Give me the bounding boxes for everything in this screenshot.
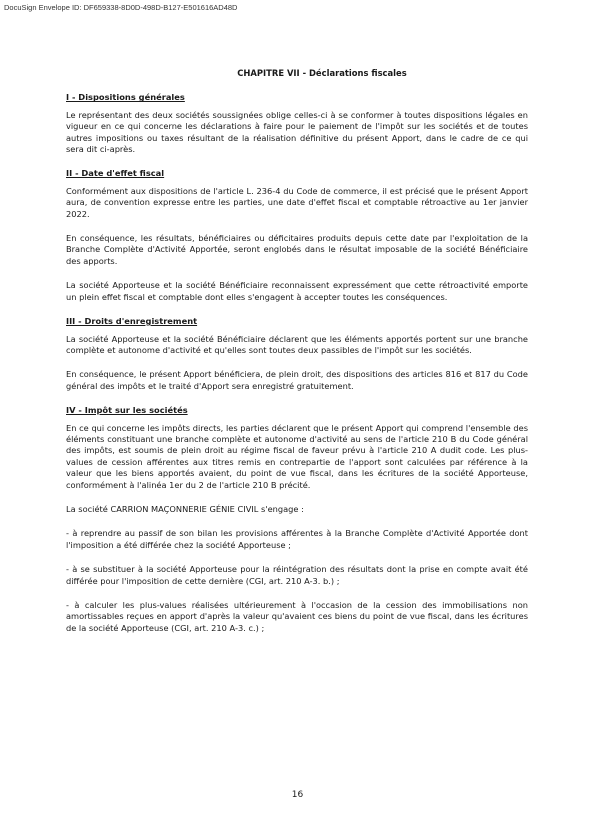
section-tax-effective-date — [66, 168, 528, 303]
section-heading: IV - Impôt sur les sociétés — [66, 405, 188, 416]
list-item: - à calculer les plus-values réalisées ultérieurement à l'occasion de la cession des immobilisations non amortissables reçues en apport d'après la valeur qu'avaient ces biens du point de vue fiscal, dans les écritures de la société Apporteuse (CGI, art. 210 A-3. c.) ; — [66, 600, 528, 633]
paragraph: La société Apporteuse et la société Bénéficiaire reconnaissent expressément que cette rétroactivité emporte un plein effet fiscal et comptable dont elles s'engagent à accepter toutes les conséquences. — [66, 280, 528, 302]
section-general-provisions — [66, 92, 528, 155]
paragraph: La société Apporteuse et la société Bénéficiaire déclarent que les éléments apportés portent sur une branche complète et autonome d'activité et qu'elles sont toutes deux passibles de l'impôt sur les sociétés. — [66, 333, 528, 355]
section-heading: I - Dispositions générales — [66, 92, 185, 103]
paragraph: En ce qui concerne les impôts directs, les parties déclarent que le présent Apport qui comprend l'ensemble des éléments constituant une branche complète et autonome d'activité au sens de l'article 210 B du Code général des impôts, est soumis de plein droit au régime fiscal de faveur prévu à l'article 210 A dudit code. Les plus-values de cession afférentes aux titres remis en contrepartie de l'apport sont calculées par référence à la valeur que les biens apportés avaient, du point de vue fiscal, dans les écritures de la société Apporteuse, conformément à l'alinéa 1er du 2 de l'article 210 B précité. — [66, 422, 528, 490]
section-heading: III - Droits d'enregistrement — [66, 316, 198, 327]
paragraph: En conséquence, les résultats, bénéficiaires ou déficitaires produits depuis cette date par l'exploitation de la Branche Complète d'Activité Apportée, seront englobés dans le résultat imposable de la société Bénéficiaire des apports. — [66, 233, 528, 266]
section-registration-fees — [66, 316, 528, 392]
chapter-title: CHAPITRE VII - Déclarations fiscales — [237, 68, 407, 78]
list-item: - à reprendre au passif de son bilan les provisions afférentes à la Branche Complète d'Activité Apportée dont l'imposition a été différée chez la société Apporteuse ; — [66, 528, 528, 550]
section-corporate-tax — [66, 405, 528, 634]
paragraph: En conséquence, le présent Apport bénéficiera, de plein droit, des dispositions des articles 816 et 817 du Code général des impôts et le traité d'Apport sera enregistré gratuitement. — [66, 369, 528, 391]
paragraph: Conformément aux dispositions de l'article L. 236-4 du Code de commerce, il est précisé que le présent Apport aura, de convention expresse entre les parties, une date d'effet fiscal et comptable rétroactive au 1er janvier 2022. — [66, 185, 528, 219]
page-number: 16 — [291, 790, 304, 800]
section-heading: II - Date d'effet fiscal — [66, 168, 165, 179]
docusign-envelope-id: DocuSign Envelope ID: DF659338-8D0D-498D-B127-E501616AD48D — [4, 3, 238, 12]
document-page — [66, 68, 528, 647]
paragraph: La société CARRION MAÇONNERIE GÉNIE CIVIL s'engage : — [66, 503, 304, 514]
list-item: - à se substituer à la société Apporteuse pour la réintégration des résultats dont la prise en compte avait été différée pour l'imposition de cette dernière (CGI, art. 210 A-3. b.) ; — [66, 564, 528, 586]
paragraph: Le représentant des deux sociétés soussignées oblige celles-ci à se conformer à toutes dispositions légales en vigueur en ce qui concerne les déclarations à faire pour le paiement de l'impôt sur les sociétés et de toutes autres impositions ou taxes résultant de la réalisation définitive du présent Apport, dans le cadre de ce qui sera dit ci-après. — [66, 109, 528, 155]
